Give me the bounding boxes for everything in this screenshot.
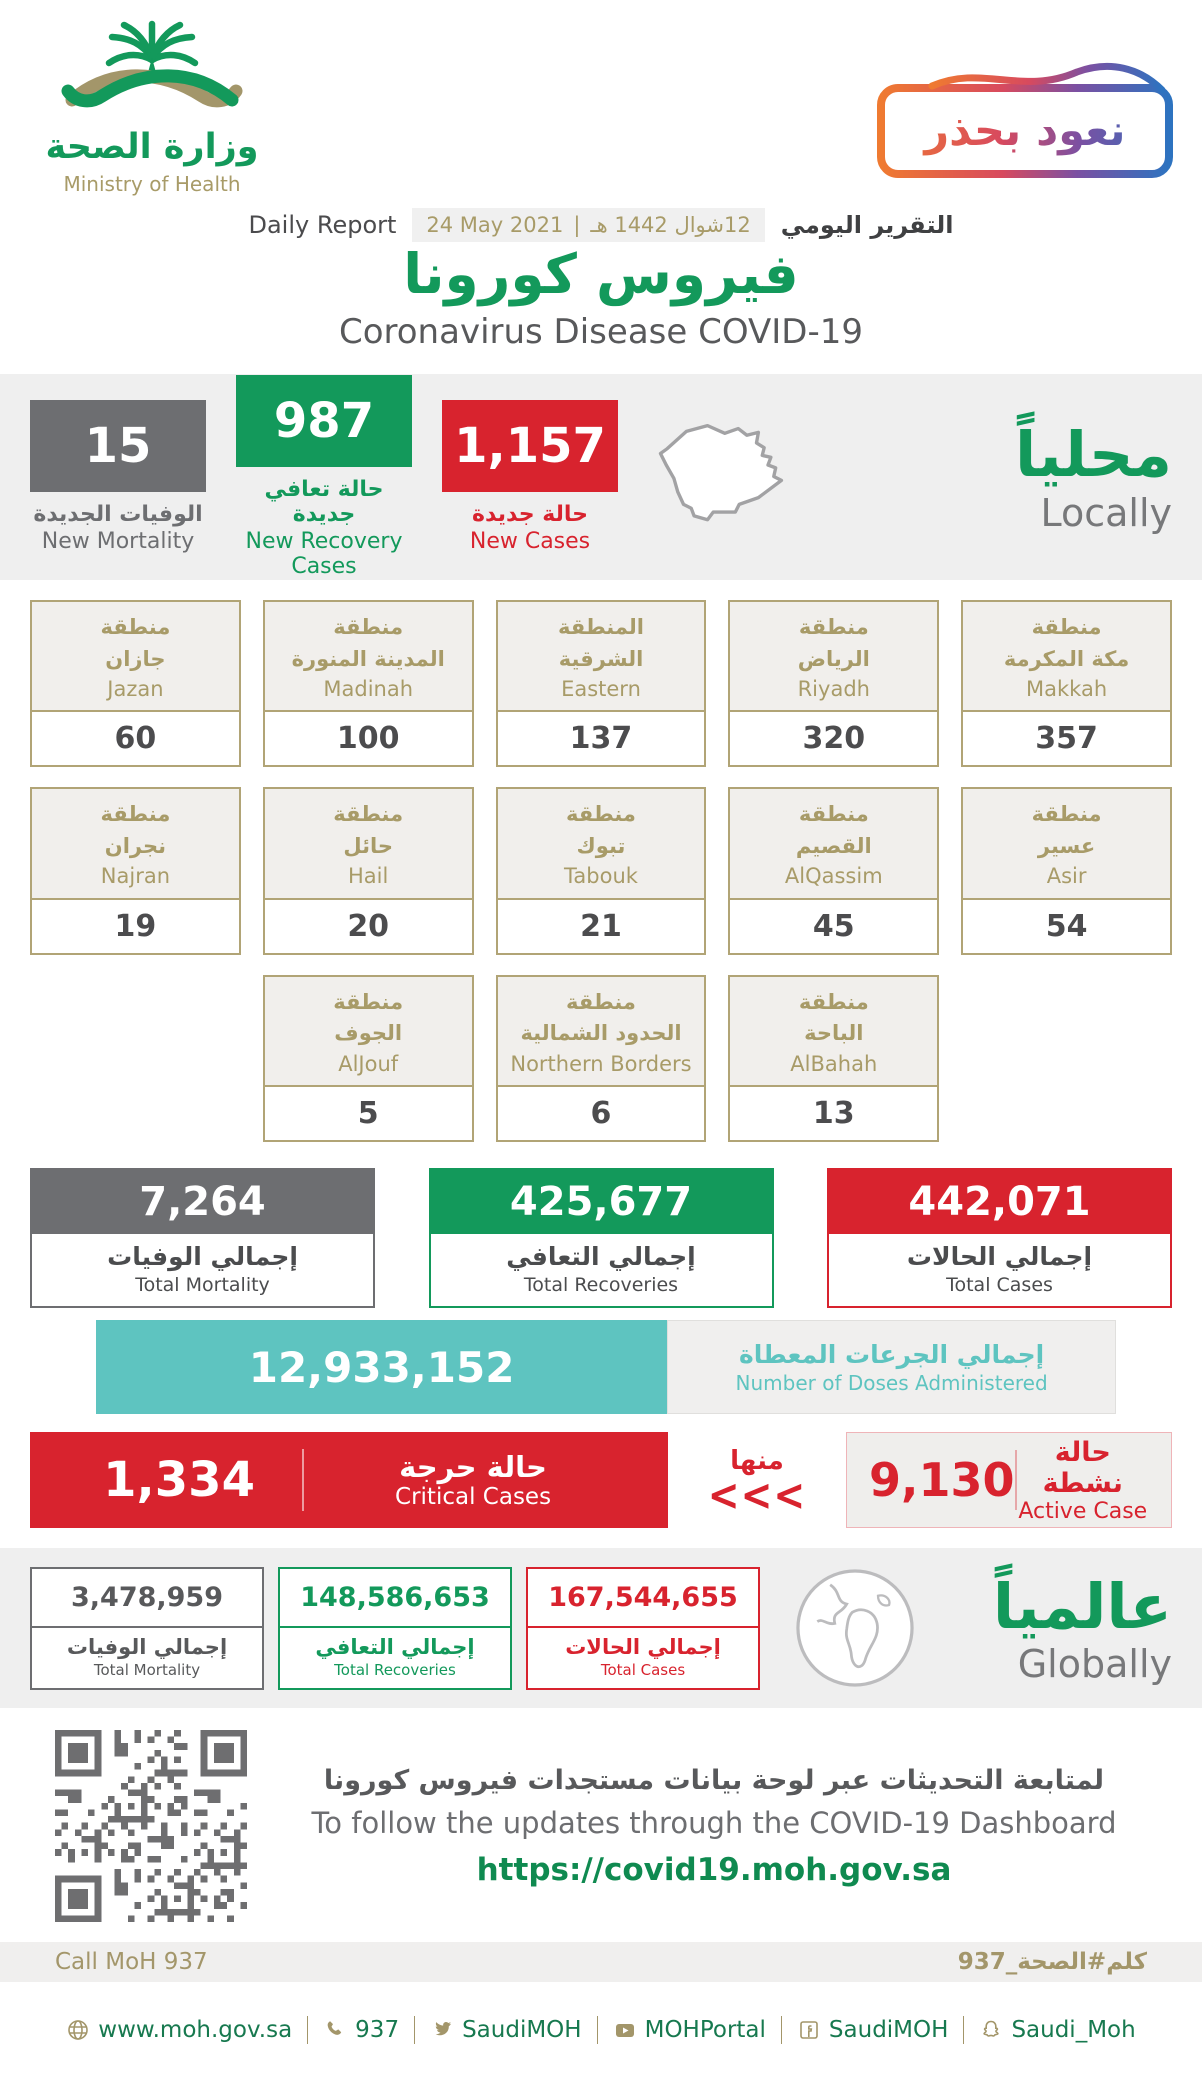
page-title-english: Coronavirus Disease COVID-19 [338,312,863,352]
moh-logo [42,14,262,196]
new-mortality-label-ar: الوفيات الجديدة [33,502,203,527]
logo-arabic-name: وزارة الصحة [45,127,259,167]
snapchat-link[interactable]: Saudi_Moh [979,2017,1135,2043]
globally-section [0,1548,1202,1708]
total-cases-box: 442,071 إجمالي الحالات Total Cases [827,1168,1172,1308]
footer-links [0,1982,1202,2074]
page-title-arabic: فيروس كورونا [403,242,799,306]
locally-title-ar: محلياً [1015,418,1172,492]
region-value: 5 [357,1096,379,1132]
new-recoveries-stat [236,375,412,579]
region-box-alqassim: منطقة القصيم AlQassim 45 [728,787,939,954]
date-gregorian: 24 May 2021 [426,213,564,237]
new-cases-stat [442,400,618,554]
globe-icon [66,2018,90,2042]
date-hijri: 12شوال 1442 هـ [590,213,751,237]
totals-row [30,1168,1172,1308]
divider [963,2016,964,2044]
region-value: 19 [114,908,157,944]
new-mortality-value: 15 [30,400,206,492]
logo-english-name: Ministry of Health [63,171,241,196]
of-which-connector: منها <<< [702,1446,812,1514]
region-box-albahah: منطقة الباحة AlBahah 13 [728,975,939,1142]
global-mortality-box: 3,478,959 إجمالي الوفيات Total Mortality [30,1567,264,1690]
doses-label: إجمالي الجرعات المعطاة Number of Doses Administered [667,1320,1116,1414]
new-recoveries-label-en: New Recovery Cases [245,529,403,579]
locally-title-en: Locally [1040,490,1172,535]
website-link[interactable]: www.moh.gov.sa [66,2017,292,2043]
new-cases-label-en: New Cases [469,529,591,554]
return-with-caution-badge [874,58,1176,182]
region-value: 320 [802,721,866,757]
facebook-link[interactable]: SaudiMOH [797,2017,949,2043]
region-value: 21 [580,908,622,944]
total-mortality-box: 7,264 إجمالي الوفيات Total Mortality [30,1168,375,1308]
chevrons-left-icon: <<< [707,1469,807,1521]
moh-palm-swords-icon [52,14,252,122]
divider [307,2016,308,2044]
region-value: 357 [1035,721,1098,757]
region-box-jazan: منطقة جازان Jazan 60 [30,600,241,767]
snapchat-icon [979,2018,1003,2042]
saudi-arabia-map-icon [648,401,816,553]
globally-title [993,1571,1172,1686]
region-box-tabouk: منطقة تبوك Tabouk 21 [496,787,707,954]
daily-report-label-en: Daily Report [248,211,397,239]
doses-bar [96,1320,1116,1414]
globally-title-en: Globally [1017,1641,1172,1686]
region-value: 60 [114,721,157,757]
region-box-makkah: منطقة مكة المكرمة Makkah 357 [961,600,1172,767]
region-box-madinah: منطقة المدينة المنورة Madinah 100 [263,600,474,767]
badge-slogan: نعود بحذر [874,90,1176,172]
twitter-link[interactable]: SaudiMOH [430,2017,582,2043]
locally-section [0,374,1202,580]
critical-active-row [30,1426,1172,1534]
twitter-icon [430,2018,454,2042]
call-bar [0,1942,1202,1982]
region-value: 20 [347,908,390,944]
divider [597,2016,598,2044]
report-date [412,208,764,242]
doses-value: 12,933,152 [96,1320,667,1414]
date-separator: | [573,213,581,237]
region-box-hail: منطقة حائل Hail 20 [263,787,474,954]
globally-title-ar: عالمياً [992,1569,1172,1643]
header [0,0,1202,374]
new-mortality-label-en: New Mortality [41,529,195,554]
region-box-riyadh: منطقة الرياض Riyadh 320 [728,600,939,767]
new-mortality-stat [30,400,206,554]
globe-icon [786,1559,924,1697]
region-box-aljouf: منطقة الجوف AlJouf 5 [263,975,474,1142]
region-value: 54 [1045,908,1088,944]
region-value: 137 [569,721,633,757]
critical-cases-box: 1,334 حالة حرجة Critical Cases [30,1432,668,1528]
new-recoveries-label-ar: حالة تعافي جديدة [264,477,384,527]
facebook-icon [797,2018,821,2042]
divider [414,2016,415,2044]
region-value: 45 [812,908,855,944]
report-title-row [0,208,1202,242]
total-recoveries-box: 425,677 إجمالي التعافي Total Recoveries [429,1168,774,1308]
region-box-northern-borders: منطقة الحدود الشمالية Northern Borders 6 [496,975,707,1142]
phone-icon [323,2018,347,2042]
regions-grid [0,580,1202,1150]
daily-report-label-ar: التقرير اليومي [780,211,954,239]
dashboard-section [0,1708,1202,1942]
locally-title [1015,419,1172,534]
divider [781,2016,782,2044]
region-box-najran: منطقة نجران Najran 19 [30,787,241,954]
youtube-icon [613,2018,637,2042]
new-recoveries-value: 987 [236,375,412,467]
region-value: 13 [812,1096,855,1132]
region-value: 6 [590,1096,612,1132]
new-cases-value: 1,157 [442,400,618,492]
phone-link[interactable]: 937 [323,2017,399,2043]
youtube-link[interactable]: MOHPortal [613,2017,766,2043]
region-value: 100 [336,721,400,757]
global-recoveries-box: 148,586,653 إجمالي التعافي Total Recoveries [278,1567,512,1690]
new-cases-label-ar: حالة جديدة [472,502,588,527]
hashtag-label: كلم#الصحة_937 [957,1949,1147,1976]
dashboard-url-link[interactable]: https://covid19.moh.gov.sa [476,1851,952,1888]
dashboard-line-ar: لمتابعة التحديثات عبر لوحة بيانات مستجدات فيروس كورونا [323,1764,1105,1796]
active-cases-box: 9,130 حالة نشطة Active Case [846,1432,1172,1528]
dashboard-line-en: To follow the updates through the COVID-19 Dashboard [311,1805,1117,1840]
qr-code [55,1730,247,1922]
main-titles [0,238,1202,352]
global-cases-box: 167,544,655 إجمالي الحالات Total Cases [526,1567,760,1690]
region-box-eastern: المنطقة الشرقية Eastern 137 [496,600,707,767]
region-box-asir: منطقة عسير Asir 54 [961,787,1172,954]
call-moh-label: Call MoH 937 [55,1949,208,1976]
